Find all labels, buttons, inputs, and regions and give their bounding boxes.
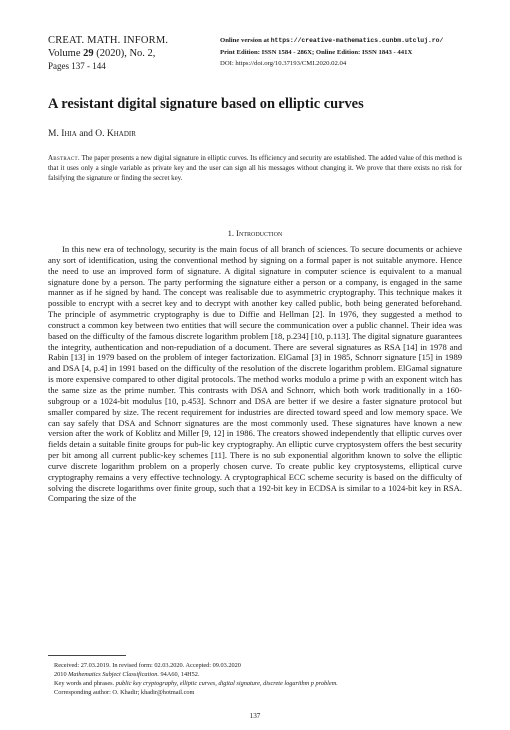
keywords xyxy=(54,679,468,688)
msc-prefix: 2010 xyxy=(54,671,69,678)
msc-codes: 94A60, 14H52. xyxy=(158,671,200,678)
body-text xyxy=(48,244,462,504)
abstract xyxy=(48,153,462,184)
volume-number: 29 xyxy=(83,48,94,59)
online-url-link[interactable]: https://creative-mathematics.cunbm.utcluj.ro/ xyxy=(270,37,444,44)
msc-label: Mathematics Subject Classification. xyxy=(68,671,159,678)
author-and: and O. xyxy=(76,129,107,139)
volume-suffix: (2020), No. 2, xyxy=(93,48,156,59)
received-dates: Received: 27.03.2019. In revised form: 02.03.2020. Accepted: 09.03.2020 xyxy=(54,662,241,669)
author-surname-2: Khadir xyxy=(106,129,136,139)
footnote-rule xyxy=(48,655,126,656)
doi-link[interactable]: DOI: https://doi.org/10.37193/CMI.2020.02.04 xyxy=(220,60,347,67)
abstract-label: Abstract. xyxy=(48,154,80,162)
abstract-text: The paper presents a new digital signature in elliptic curves. Its efficiency and security are established. The added value of this method is that it uses only a single variable as private key and the user can sign all his messages without changing it. We prove that there exists no risk for falsifying the signature or finding the secret key. xyxy=(48,154,462,183)
print-edition: Print Edition: ISSN 1584 - 286X; Online Edition: ISSN 1843 - 441X xyxy=(220,48,413,56)
publication-info xyxy=(220,35,505,70)
keywords-label: Key words and phrases. xyxy=(54,680,115,687)
footnotes xyxy=(54,661,468,697)
intro-paragraph: In this new era of technology, security is the main focus of all branch of sciences. To secure documents or achieve any sort of identification, using the conventional method by signing on a formal paper is not suitable anymore. Hence the need to use an improved form of signature. A digital signature in computer science is equivalent to a manual signature done by a person. The party performing the signature either a person or a company, is engaged in the same manner as if he signed by hand. The concept was realisable due to asymmetric cryptography. This technique makes it possible to encrypt with a secret key and to decrypt with another key called public, both being generated beforehand. The principle of asymmetric cryptography is due to Diffie and Hellman [2]. In 1976, they suggested a method to construct a common key between two entities that will secure the communication over a public channel. Their idea was based on the difficulty of the famous discrete logarithm problem [18, p.234] [10, p.113]. The digital signature guarantees the integrity, authentication and non-repudiation of a document. There are several signatures as RSA [14] in 1978 and Rabin [13] in 1979 based on the problem of integer factorization. ElGamal [3] in 1985, Schnorr signature [15] in 1989 and DSA [4, p.4] in 1991 based on the difficulty of the resolution of the discrete logarithm problem. ElGamal signature is more expensive compared to other digital protocols. The method works modulo a prime p with an exponent witch has the same size as the prime number. This contrasts with DSA and Schnorr, which both work traditionally in a 160-subgroup or a 1024-bit modulus [10, p.453]. Schnorr and DSA are better if we desire a faster signature protocol but smaller compared by size. The recent requirement for industries are directed toward speed and low memory space. We can say safely that DSA and Schnorr signatures are the most commonly used. These signatures have known a new version after the work of Koblitz and Miller [9, 12] in 1986. The creators showed independently that elliptic curves over fields detain a suitable finite groups for pub-lic key cryptography. An elliptic curve cryptosystem offers the best security per bit among all current public-key schemes [11]. There is no sub exponential algorithm known to solve the elliptic curve discrete logarithm problem on a properly chosen curve. To create public key cryptosystems, elliptical curve cryptography remains a very effective technology. A cryptographical ECC scheme security is based on the difficulty of solving the discrete logarithms over finite group, such that a 192-bit key in ECDSA is similar to a 1024-bit key in RSA. Comparing the size of the xyxy=(48,244,462,504)
page-number: 137 xyxy=(249,712,261,720)
journal-volume xyxy=(48,47,213,60)
journal-name: CREAT. MATH. INFORM. xyxy=(48,35,169,46)
paper-authors xyxy=(48,128,488,140)
section-number: 1. xyxy=(227,228,237,238)
journal-pages: Pages 137 - 144 xyxy=(48,61,106,71)
corresponding-author: Corresponding author: O. Khadir; khadir@hotmail.com xyxy=(54,689,195,696)
section-title: Introduction xyxy=(236,228,283,238)
paper-title: A resistant digital signature based on elliptic curves xyxy=(48,96,364,112)
online-label: Online version at xyxy=(220,37,271,44)
section-heading xyxy=(48,228,462,239)
author-surname-1: Ihia xyxy=(61,129,77,139)
online-version xyxy=(220,35,505,47)
author-prefix: M. xyxy=(48,129,62,139)
volume-prefix: Volume xyxy=(48,48,84,59)
journal-header xyxy=(48,34,213,73)
msc-classification xyxy=(54,670,468,679)
keywords-text: public key cryptography, elliptic curves, digital signature, discrete logarithm p problem. xyxy=(114,680,338,687)
